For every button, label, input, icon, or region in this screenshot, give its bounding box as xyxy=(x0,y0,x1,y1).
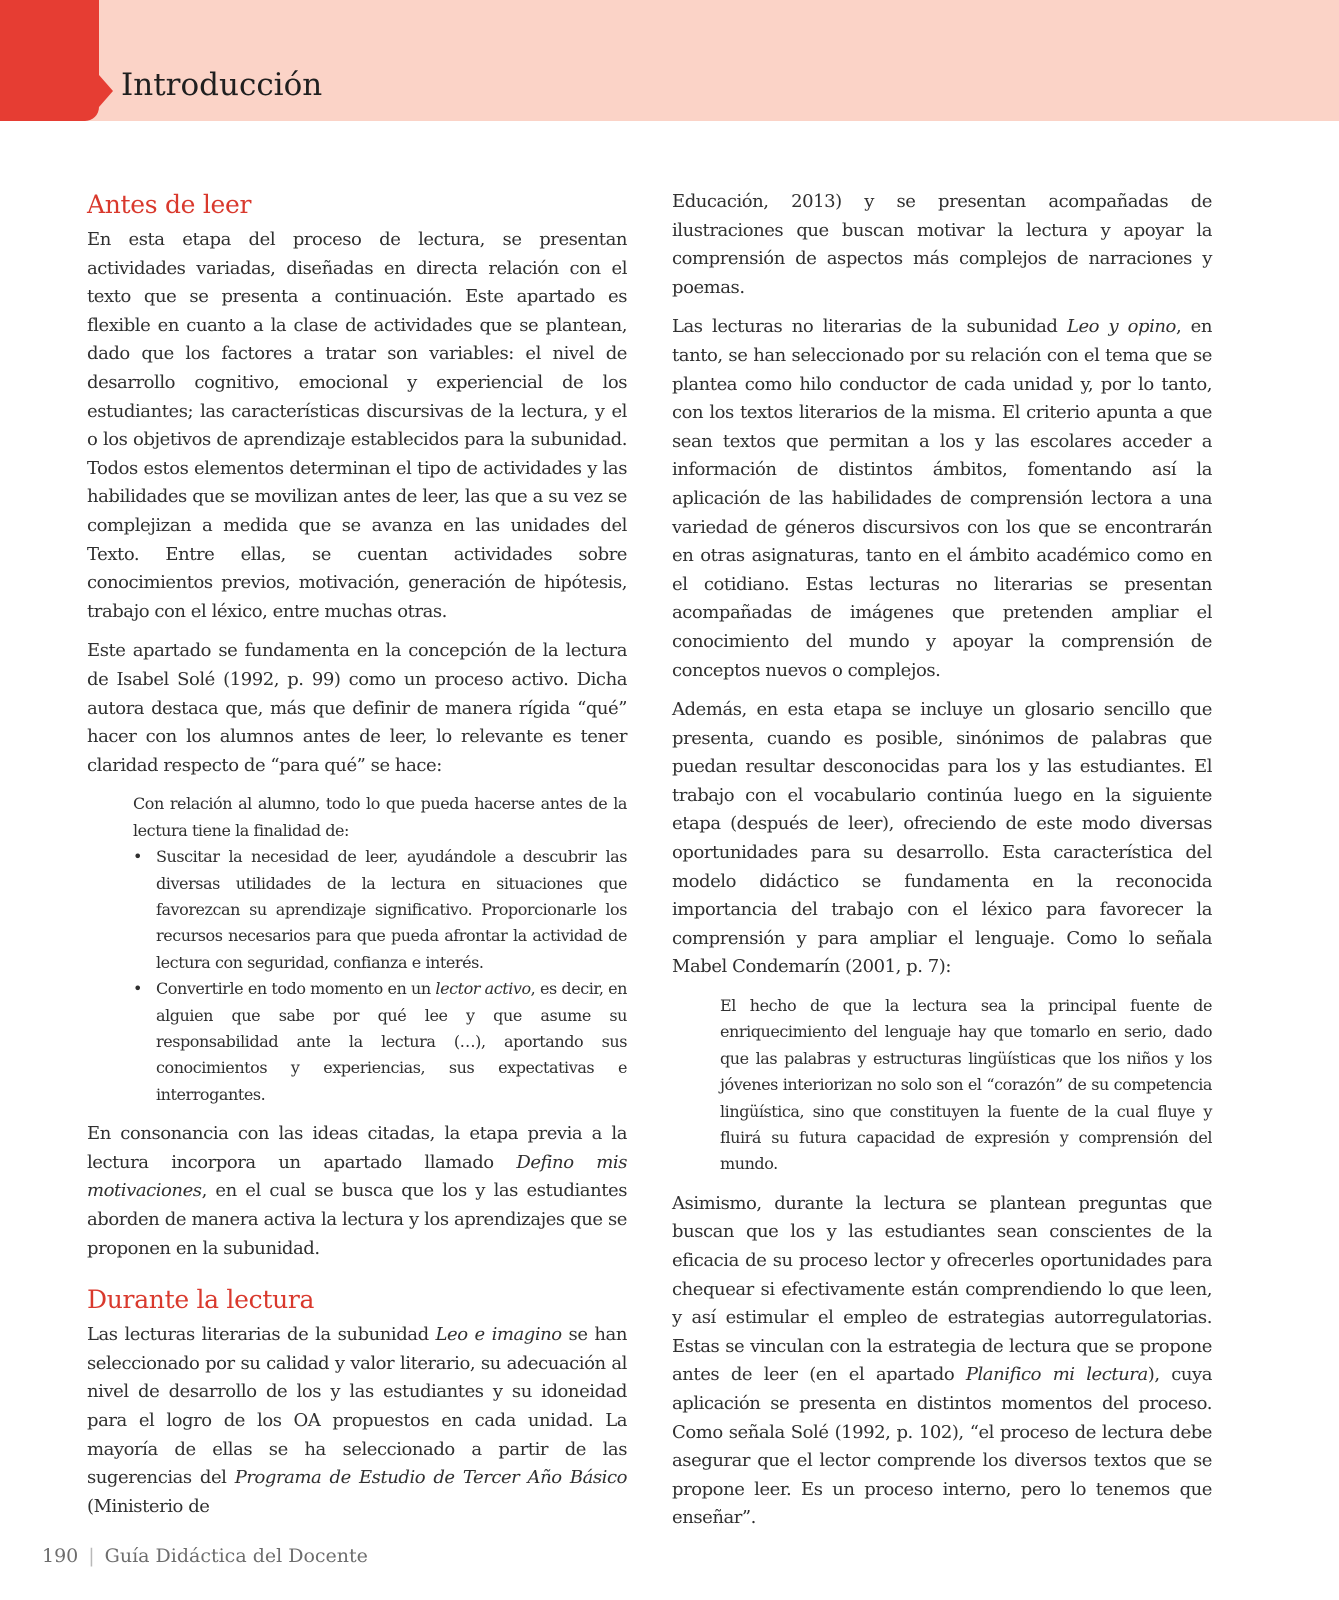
page-title: Introducción xyxy=(121,67,323,103)
block-quote xyxy=(720,993,1212,1178)
heading-durante-la-lectura: Durante la lectura xyxy=(87,1285,315,1315)
header-tab xyxy=(0,0,99,121)
bullet-icon: • xyxy=(133,847,142,867)
page-number: 190 xyxy=(42,1545,79,1567)
book-title: Guía Didáctica del Docente xyxy=(104,1545,368,1567)
paragraph: Educación, 2013) y se presentan acompañadas de ilustraciones que buscan motivar la lectura y apoyar la comprensión de aspectos más complejos de narraciones y poemas. xyxy=(672,191,1212,298)
quote-text: El hecho de que la lectura sea la principal fuente de enriquecimiento del lenguaje hay que tomarlo en serio, dado que las palabras y estructuras lingüísticas que los niños y los jóvenes interiorizan no solo son el “corazón” de su competencia lingüística, sino que constituyen la fuente de la cual fluye y fluirá su futura capacidad de expresión y comprensión del mundo. xyxy=(720,996,1212,1174)
paragraph: Las lecturas literarias de la subunidad Leo e imagino se han seleccionado por su calidad y valor literario, su adecuación al nivel de desarrollo de los y las estudiantes y su idoneidad para el logro de los OA propuestos en cada unidad. La mayoría de ellas se ha seleccionado a partir de las sugerencias del Programa de Estudio de Tercer Año Básico (Ministerio de xyxy=(87,1324,627,1517)
block-quote xyxy=(133,791,627,1108)
list-item-text: Convertirle en todo momento en un xyxy=(156,979,436,999)
right-column xyxy=(672,188,1212,1544)
paragraph: Asimismo, durante la lectura se plantean preguntas que buscan que los y las estudiantes sean conscientes de la eficacia de su proceso lector y ofrecerles oportunidades para chequear si efectivamente están comprendiendo lo que leen, y así estimular el empleo de estrategias autorregulatorias. Estas se vinculan con la estrategia de lectura que se propone antes de leer (en el apartado Planifico mi lectura), cuya aplicación se presenta en distintos momentos del proceso. Como señala Solé (1992, p. 102), “el proceso de lectura debe asegurar que el lector comprende los diversos textos que se propone leer. Es un proceso interno, pero lo tenemos que enseñar”. xyxy=(672,1192,1212,1529)
list-item xyxy=(133,844,627,976)
quote-intro: Con relación al alumno, todo lo que pueda hacerse antes de la lectura tiene la finalidad de: xyxy=(133,794,627,840)
paragraph: Este apartado se fundamenta en la concepción de la lectura de Isabel Solé (1992, p. 99) como un proceso activo. Dicha autora destaca que, más que definir de manera rígida “qué” hacer con los alumnos antes de leer, lo relevante es tener claridad respecto de “para qué” se hace: xyxy=(87,640,627,776)
emphasis: Leo y opino xyxy=(1066,316,1176,338)
list-item xyxy=(133,976,627,1108)
bullet-icon: • xyxy=(133,979,142,999)
header-arrow-icon xyxy=(99,75,113,107)
emphasis: lector activo xyxy=(435,979,531,999)
left-column xyxy=(87,188,627,1532)
paragraph: Las lecturas no literarias de la subunidad Leo y opino, en tanto, se han seleccionado por su relación con el tema que se plantea como hilo conductor de cada unidad y, por lo tanto, con los textos literarios de la misma. El criterio apunta a que sean textos que permitan a los y las escolares acceder a información de distintos ámbitos, fomentando así la aplicación de las habilidades de comprensión lectora a una variedad de géneros discursivos con los que se encontrarán en otras asignaturas, tanto en el ámbito académico como en el cotidiano. Estas lecturas no literarias se presentan acompañadas de imágenes que pretenden ampliar el conocimiento del mundo y apoyar la comprensión de conceptos nuevos o complejos. xyxy=(672,316,1212,681)
emphasis: Planifico mi lectura xyxy=(965,1364,1148,1386)
paragraph: En esta etapa del proceso de lectura, se presentan actividades variadas, diseñadas en directa relación con el texto que se presenta a continuación. Este apartado es flexible en cuanto a la clase de actividades que se plantean, dado que los factores a tratar son variables: el nivel de desarrollo cognitivo, emocional y experiencial de los estudiantes; las características discursivas de la lectura, y el o los objetivos de aprendizaje establecidos para la subunidad. Todos estos elementos determinan el tipo de actividades y las habilidades que se movilizan antes de leer, las que a su vez se complejizan a medida que se avanza en las unidades del Texto. Entre ellas, se cuentan actividades sobre conocimientos previos, motivación, generación de hipótesis, trabajo con el léxico, entre muchas otras. xyxy=(87,229,627,622)
emphasis: Defino mis motivaciones xyxy=(87,1151,628,1202)
paragraph: Además, en esta etapa se incluye un glosario sencillo que presenta, cuando es posible, sinónimos de palabras que puedan resultar desconocidas para los y las estudiantes. El trabajo con el vocabulario continúa luego en la siguiente etapa (después de leer), ofreciendo de este modo diversas oportunidades para su desarrollo. Esta característica del modelo didáctico se fundamenta en la reconocida importancia del trabajo con el léxico para favorecer la comprensión y para ampliar el lenguaje. Como lo señala Mabel Condemarín (2001, p. 7): xyxy=(672,699,1212,978)
page-footer xyxy=(42,1545,368,1567)
paragraph: En consonancia con las ideas citadas, la etapa previa a la lectura incorpora un apartado llamado Defino mis motivaciones, en el cual se busca que los y las estudiantes aborden de manera activa la lectura y los aprendizajes que se proponen en la subunidad. xyxy=(87,1123,628,1259)
emphasis: Leo e imagino xyxy=(435,1324,562,1346)
quote-list xyxy=(133,844,627,1108)
heading-antes-de-leer: Antes de leer xyxy=(87,190,252,219)
list-item-text: , es decir, en alguien que sabe por qué lee y que asume su responsabilidad ante la lectura (…), aportando sus conocimientos y experiencias, sus expectativas e interrogantes. xyxy=(156,979,627,1104)
emphasis: Programa de Estudio de Tercer Año Básico xyxy=(234,1467,627,1489)
footer-separator: | xyxy=(88,1545,95,1567)
list-item-text: Suscitar la necesidad de leer, ayudándole a descubrir las diversas utilidades de la lectura en situaciones que favorezcan su aprendizaje significativo. Proporcionarle los recursos necesarios para que pueda afrontar la actividad de lectura con seguridad, confianza e interés. xyxy=(156,847,627,972)
